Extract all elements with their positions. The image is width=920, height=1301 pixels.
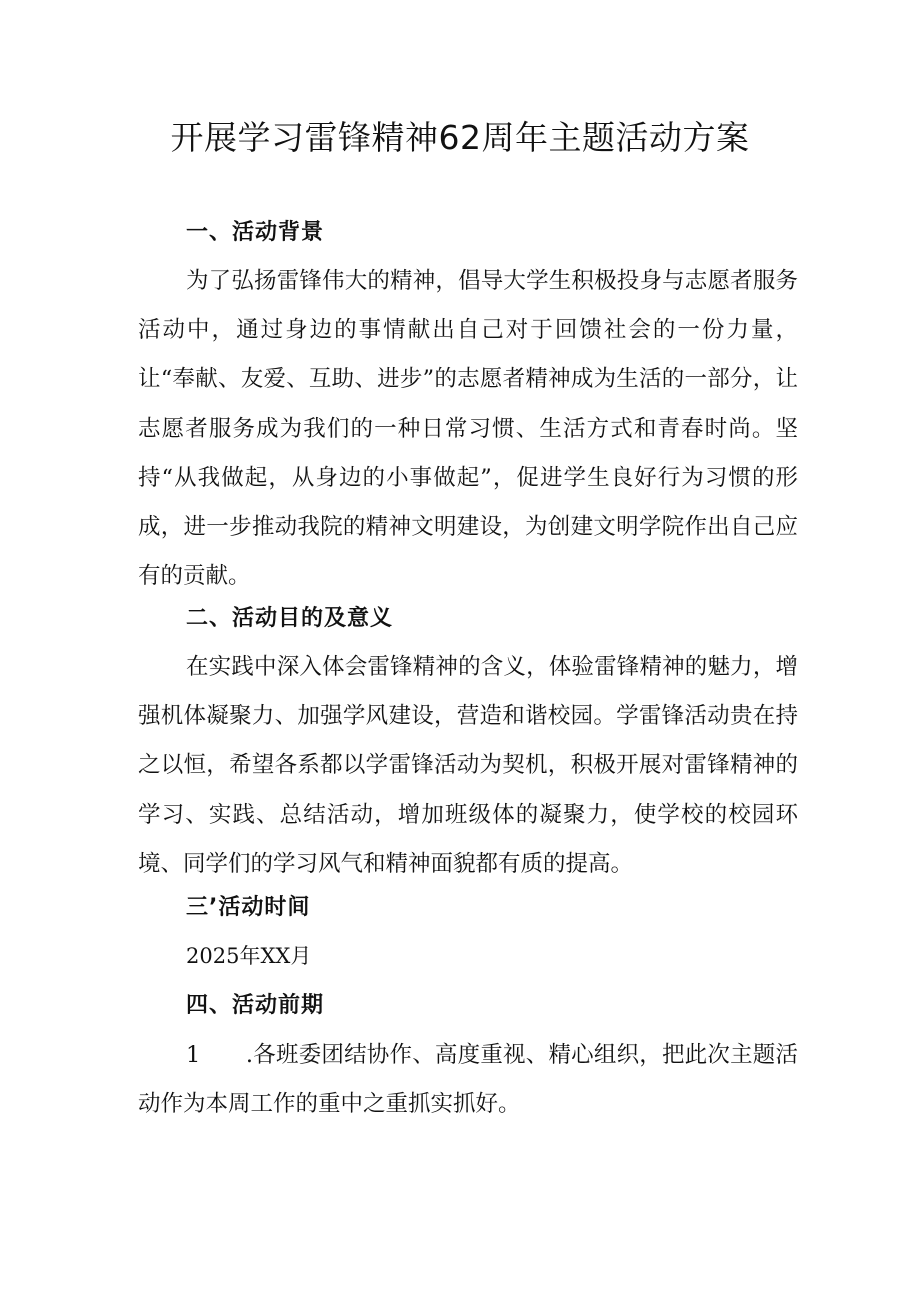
section-body-preparation: 1 .各班委团结协作、高度重视、精心组织，把此次主题活动作为本周工作的重中之重抓实抓好。	[138, 1042, 798, 1118]
section-heading-background: 一、活动背景	[186, 220, 325, 245]
section-body-background: 为了弘扬雷锋伟大的精神，倡导大学生积极投身与志愿者服务活动中，通过身边的事情献出自己对于回馈社会的一份力量，让“奉献、友爱、互助、进步”的志愿者精神成为生活的一部分，让志愿者服务成为我们的一种日常习惯、生活方式和青春时尚。坚持“从我做起，从身边的小事做起”，促进学生良好行为习惯的形成，进一步推动我院的精神文明建设，为创建文明学院作出自己应有的贡献。	[138, 268, 798, 590]
section-heading-preparation: 四、活动前期	[186, 993, 325, 1018]
section-body-purpose: 在实践中深入体会雷锋精神的含义，体验雷锋精神的魅力，增强机体凝聚力、加强学风建设，营造和谐校园。学雷锋活动贵在持之以恒，希望各系都以学雷锋活动为契机，积极开展对雷锋精神的学习、实践、总结活动，增加班级体的凝聚力，使学校的校园环境、同学们的学习风气和精神面貌都有质的提高。	[138, 654, 798, 877]
section-heading-purpose: 二、活动目的及意义	[186, 606, 394, 631]
section-body-time: 2025年XX月	[186, 944, 312, 968]
section-heading-time: 三’活动时间	[186, 895, 311, 920]
page-title: 开展学习雷锋精神62周年主题活动方案	[170, 118, 750, 157]
